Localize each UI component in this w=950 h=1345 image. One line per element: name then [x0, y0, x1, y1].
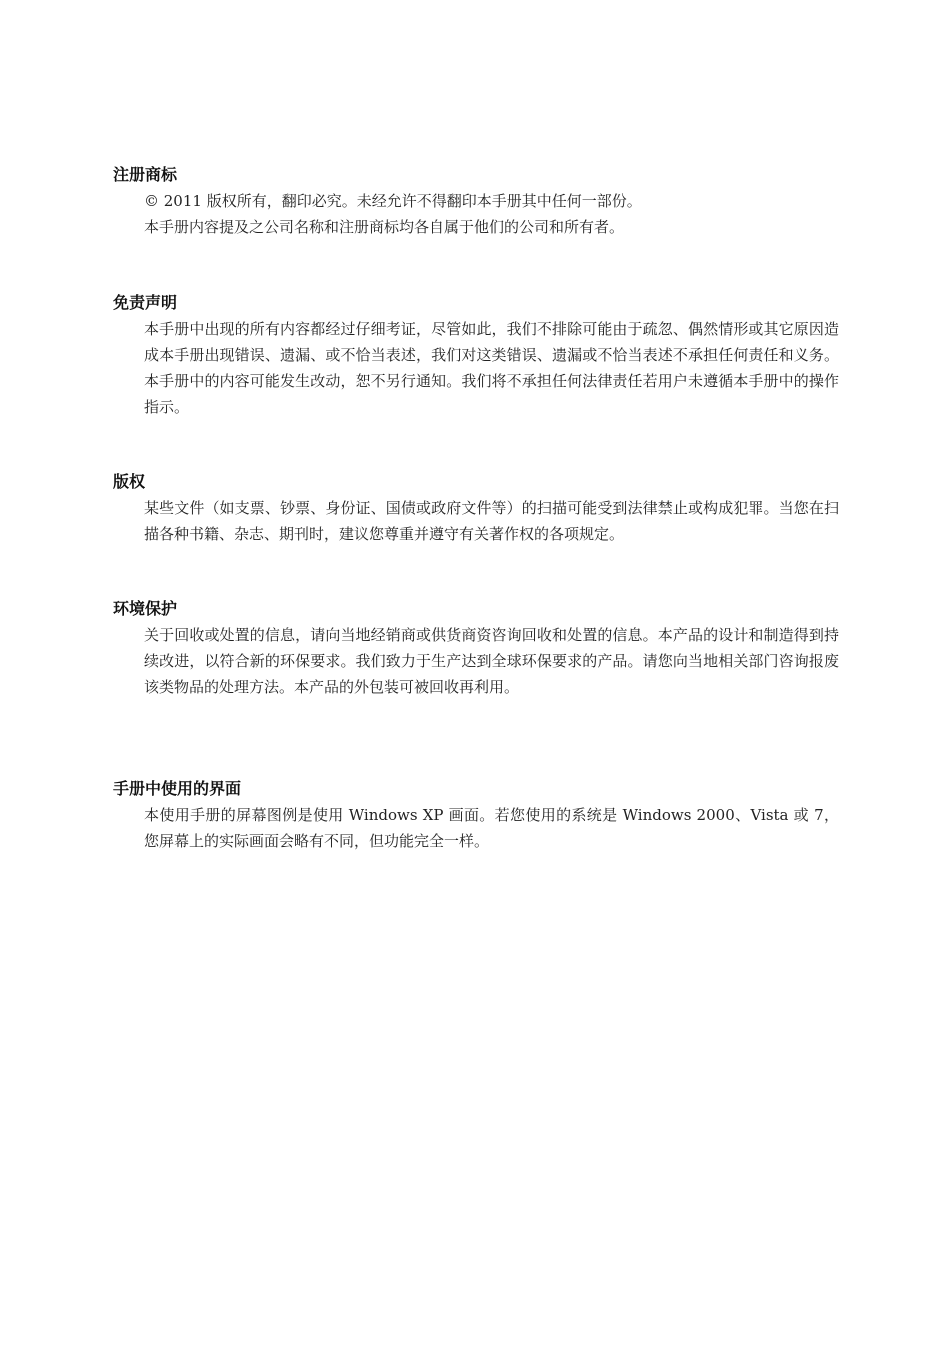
trademark-line-1: © 2011 版权所有，翻印必究。未经允许不得翻印本手册其中任何一部份。	[144, 192, 642, 210]
interface-body: 本使用手册的屏幕图例是使用 Windows XP 画面。若您使用的系统是 Windows 2000、Vista 或 7，您屏幕上的实际画面会略有不同，但功能完全一样。	[144, 806, 839, 850]
environment-body: 关于回收或处置的信息，请向当地经销商或供货商资咨询回收和处置的信息。本产品的设计和制造得到持续改进，以符合新的环保要求。我们致力于生产达到全球环保要求的产品。请您向当地相关部门咨询报废该类物品的处理方法。本产品的外包装可被回收再利用。	[144, 626, 839, 696]
interface-heading: 手册中使用的界面	[113, 779, 242, 798]
copyright-section	[113, 471, 839, 547]
copyright-heading: 版权	[113, 472, 146, 491]
environment-heading: 环境保护	[113, 599, 178, 618]
trademark-section	[113, 164, 839, 240]
copyright-body: 某些文件（如支票、钞票、身份证、国债或政府文件等）的扫描可能受到法律禁止或构成犯罪。当您在扫描各种书籍、杂志、期刊时，建议您尊重并遵守有关著作权的各项规定。	[144, 499, 839, 543]
disclaimer-body: 本手册中出现的所有内容都经过仔细考证，尽管如此，我们不排除可能由于疏忽、偶然情形或其它原因造成本手册出现错误、遗漏、或不恰当表述，我们对这类错误、遗漏或不恰当表述不承担任何责任和义务。本手册中的内容可能发生改动，恕不另行通知。我们将不承担任何法律责任若用户未遵循本手册中的操作指示。	[144, 320, 839, 416]
disclaimer-section	[113, 292, 839, 420]
disclaimer-heading: 免责声明	[113, 293, 178, 312]
trademark-line-2: 本手册内容提及之公司名称和注册商标均各自属于他们的公司和所有者。	[144, 218, 625, 236]
environment-section	[113, 598, 839, 700]
trademark-heading: 注册商标	[113, 165, 178, 184]
interface-section	[113, 778, 839, 854]
